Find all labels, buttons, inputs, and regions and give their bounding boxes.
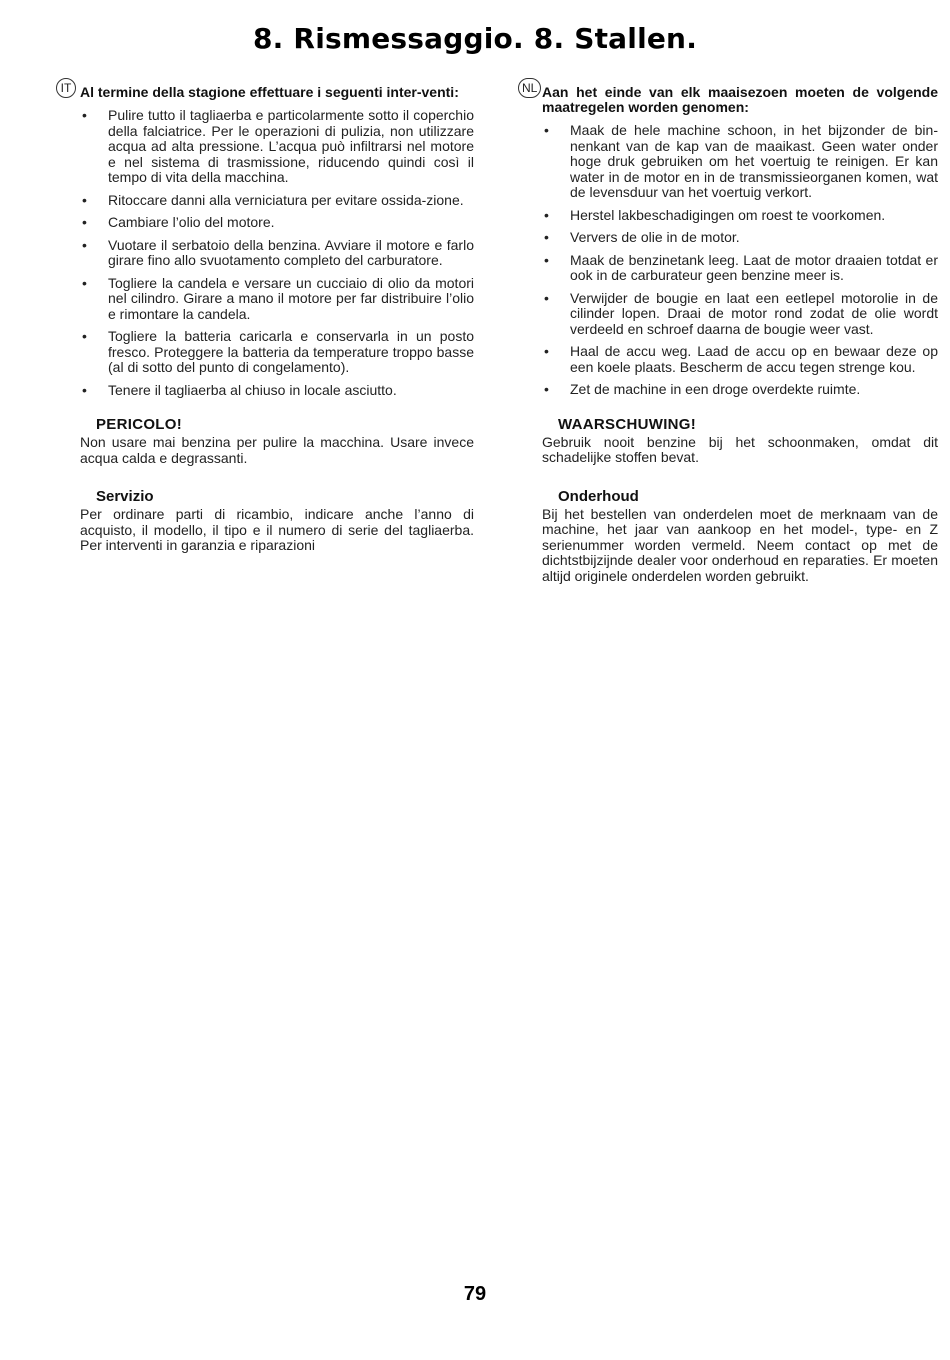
dutch-intro: Aan het einde van elk maaisezoen moeten de volgende maatregelen worden genomen:	[542, 84, 938, 115]
italian-column	[56, 76, 474, 554]
list-item: • Haal de accu weg. Laad de accu op en bewaar deze op een koele plaats. Bescherm de accu tegen strenge kou.	[544, 343, 938, 375]
italian-warning-block	[56, 416, 474, 466]
list-item: • Maak de hele machine schoon, in het bijzonder de bin-nenkant van de kap van de maaikast. Geen water onder hoge druk gebruiken om het voertuig te reinigen. Er kan water in de motor en in de transmissieorganen komen, wat de levensduur van het voertuig verkort.	[544, 122, 938, 200]
list-item: • Ritoccare danni alla verniciatura per evitare ossida-zione.	[82, 191, 464, 208]
italian-service-block	[56, 488, 474, 554]
italian-intro: Al termine della stagione effettuare i seguenti inter-venti:	[80, 84, 459, 100]
bullet-icon: •	[82, 214, 87, 230]
language-badge-it: IT	[56, 78, 76, 98]
list-item: • Zet de machine in een droge overdekte ruimte.	[544, 381, 861, 397]
warning-title: WAARSCHUWING!	[558, 415, 697, 433]
service-title: Servizio	[96, 488, 154, 505]
list-item: • Tenere il tagliaerba al chiuso in locale asciutto.	[82, 381, 397, 398]
bullet-icon: •	[544, 229, 549, 245]
italian-intro-block	[56, 76, 474, 100]
bullet-icon: •	[544, 343, 549, 359]
dutch-intro-block	[518, 76, 938, 115]
warning-text: Gebruik nooit benzine bij het schoonmaken, omdat dit schadelijke stoffen bevat.	[542, 433, 938, 465]
warning-title: PERICOLO!	[96, 416, 183, 433]
list-item: • Maak de benzinetank leeg. Laat de motor draaien totdat er ook in de carburateur geen benzine meer is.	[544, 251, 938, 283]
language-badge-nl: NL	[518, 78, 541, 98]
bullet-icon: •	[82, 381, 87, 398]
dutch-warning-block	[518, 416, 938, 466]
bullet-icon: •	[544, 251, 549, 268]
bullet-icon: •	[82, 274, 87, 291]
italian-instructions-list	[56, 108, 474, 398]
bullet-icon: •	[82, 191, 87, 208]
list-item: • Verwijder de bougie en laat een eetlepel motorolie in de cilinder lopen. Draai de motor rond zodat de olie wordt verdeeld en schroef daarna de bougie weer vast.	[544, 289, 938, 337]
page-title: 8. Rismessaggio. 8. Stallen.	[252, 22, 698, 55]
bullet-icon: •	[544, 206, 549, 223]
page-number: 79	[463, 1283, 487, 1305]
list-item: • Togliere la batteria caricarla e conservarla in un posto fresco. Proteggere la batteria da temperature troppo basse (al di sotto del punto di congelamento).	[82, 328, 474, 375]
list-item: • Herstel lakbeschadigingen om roest te voorkomen.	[544, 206, 886, 223]
dutch-service-block	[518, 488, 938, 585]
bullet-icon: •	[544, 289, 549, 306]
bullet-icon: •	[82, 328, 87, 344]
service-text: Per ordinare parti di ricambio, indicare anche l’anno di acquisto, il modello, il tipo e il numero di serie del tagliaerba. Per interventi in garanzia e riparazioni	[80, 506, 474, 553]
bullet-icon: •	[82, 107, 87, 123]
dutch-instructions-list	[518, 123, 938, 398]
bullet-icon: •	[82, 236, 87, 253]
list-item: • Togliere la candela e versare un cucciaio di olio da motori nel cilindro. Girare a mano il motore per far distribuire l’olio e rimontare la candela.	[82, 274, 474, 322]
list-item: • Pulire tutto il tagliaerba e particolarmente sotto il coperchio della falciatrice. Per le operazioni di pulizia, non utilizzare acqua ad alta pressione. L’acqua può infiltrarsi nel motore e nel sistema di trasmissione, riducendo quindi così il tempo di vita della macchina.	[82, 107, 474, 185]
list-item: • Vuotare il serbatoio della benzina. Avviare il motore e farlo girare fino allo svuotamento completo del carburatore.	[82, 236, 474, 268]
dutch-column	[518, 76, 938, 584]
list-item: • Cambiare l’olio del motore.	[82, 214, 275, 230]
bullet-icon: •	[544, 381, 549, 397]
service-title: Onderhoud	[558, 487, 639, 505]
service-text: Bij het bestellen van onderdelen moet de merknaam van de machine, het jaar van aankoop en het model-, type- en Z serienummer worden vermeld. Neem contact op met de dichtstbijzijnde dealer voor onderhoud en reparaties. Er moeten altijd originele onderdelen worden gebruikt.	[542, 505, 938, 584]
warning-text: Non usare mai benzina per pulire la macchina. Usare invece acqua calda e degrassanti.	[80, 434, 474, 466]
list-item: • Ververs de olie in de motor.	[544, 229, 740, 245]
bullet-icon: •	[544, 122, 549, 138]
